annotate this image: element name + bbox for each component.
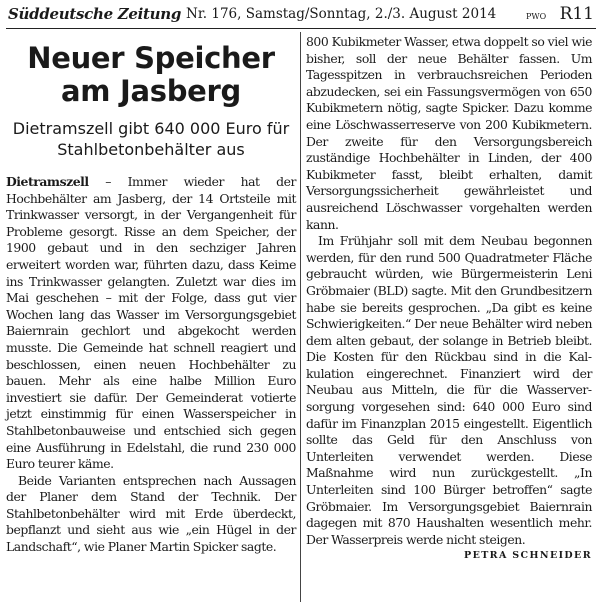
article-left-column [6,34,296,556]
paragraph-1-text: – Immer wieder hat der Hochbehälter am Jasberg, der 14 Ortsteile mit Trinkwasser versorgt, in der Vergangenheit für Probleme gesorgt. Risse an dem Speicher, der 1900 gebaut und in den sechziger Jahren erweitert worden war, führten dazu, dass Keime ins Trinkwasser gelangten. Zuletzt war dies im Mai geschehen – mit der Folge, dass gut vier Wochen lang das Wasser im Versorgungsgebiet Baiernrain gechlort und abgekocht werden musste. Die Gemeinde hat schnell reagiert und beschlossen, einen neuen Hochbehälter zu bauen. Mehr als eine halbe Million Euro investiert sie dafür. Der Gemeinderat votierte jetzt einstimmig für einen Wasserspeicher in Stahlbetonbauweise und entschied sich gegen eine Ausführung in Edelstahl, die rund 230 000 Euro teurer käme. [6,174,296,472]
masthead [6,4,596,29]
article-paragraph-2-continued: 800 Kubikmeter Wasser, etwa doppelt so viel wie bisher, soll der neue Behälter fassen. Um Tagesspitzen in verbrauchsreichen Perioden abzudecken, sei ein Fassungsvermögen von 650 Kubikmetern nötig, sagte Spicker. Dazu komme eine Löschwasserreserve von 200 Kubikmetern. Der zweite für den Versorgungsbereich zuständige Hochbehälter in Linden, der 400 Kubikmeter fasst, bleibt erhalten, damit Versorgungssicherheit gewährleistet und ausreichend Löschwasser vorgehalten werden kann. [306,34,592,232]
article-paragraph-3 [306,233,592,562]
dateline: Dietramszell [6,174,89,189]
subheadline: Dietramszell gibt 640 000 Euro für Stahlbetonbehälter aus [12,119,290,159]
author-byline: PETRA SCHNEIDER [464,550,592,562]
article-paragraph-1 [6,174,296,473]
page-number: R11 [559,4,594,24]
edition-code: PWO [526,12,547,21]
headline: Neuer Speicher am Jasberg [27,41,275,108]
article-paragraph-2: Beide Varianten entsprechen nach Aussagen der Planer dem Stand der Technik. Der Stahlbetonbehälter wird mit Erde überdeckt, bepflanzt und sieht aus wie „ein Hügel in der Landschaft“, wie Planer Martin Spicker sagte. [6,472,296,555]
newspaper-brand: Süddeutsche Zeitung [8,5,182,23]
column-divider [300,32,301,602]
article-right-column [306,34,592,565]
issue-line: Nr. 176, Samstag/Sonntag, 2./3. August 2014 [186,6,497,22]
paragraph-3-text: Im Frühjahr soll mit dem Neubau begonnen werden, für den rund 500 Quadratmeter Fläche gebraucht würden, wie Bürgermeisterin Leni Gröbmaier (BLD) sagte. Mit den Grundbesitzern habe sie bereits gesprochen. „Da gibt es keine Schwierigkeiten.“ Der neue Behälter wird neben dem alten gebaut, der solange in Betrieb bleibt. Die Kosten für den Rückbau sind in die Kalkulation eingerechnet. Finanziert wird der Neubau aus Mitteln, die für die Wasserversorgung vorgesehen sind: 640 000 Euro sind dafür im Finanzplan 2015 eingestellt. Eigentlich sollte das Geld für den Anschluss von Unterleiten verwendet werden. Diese Maßnahme wird nun zurückgestellt. „In Unterleiten sind 100 Bürger betroffen“ sagte Gröbmaier. Im Versorgungsgebiet Baiernrain dagegen mit 870 Haushalten wesentlich mehr. Der Wasserpreis werde nicht steigen. [306,233,592,547]
